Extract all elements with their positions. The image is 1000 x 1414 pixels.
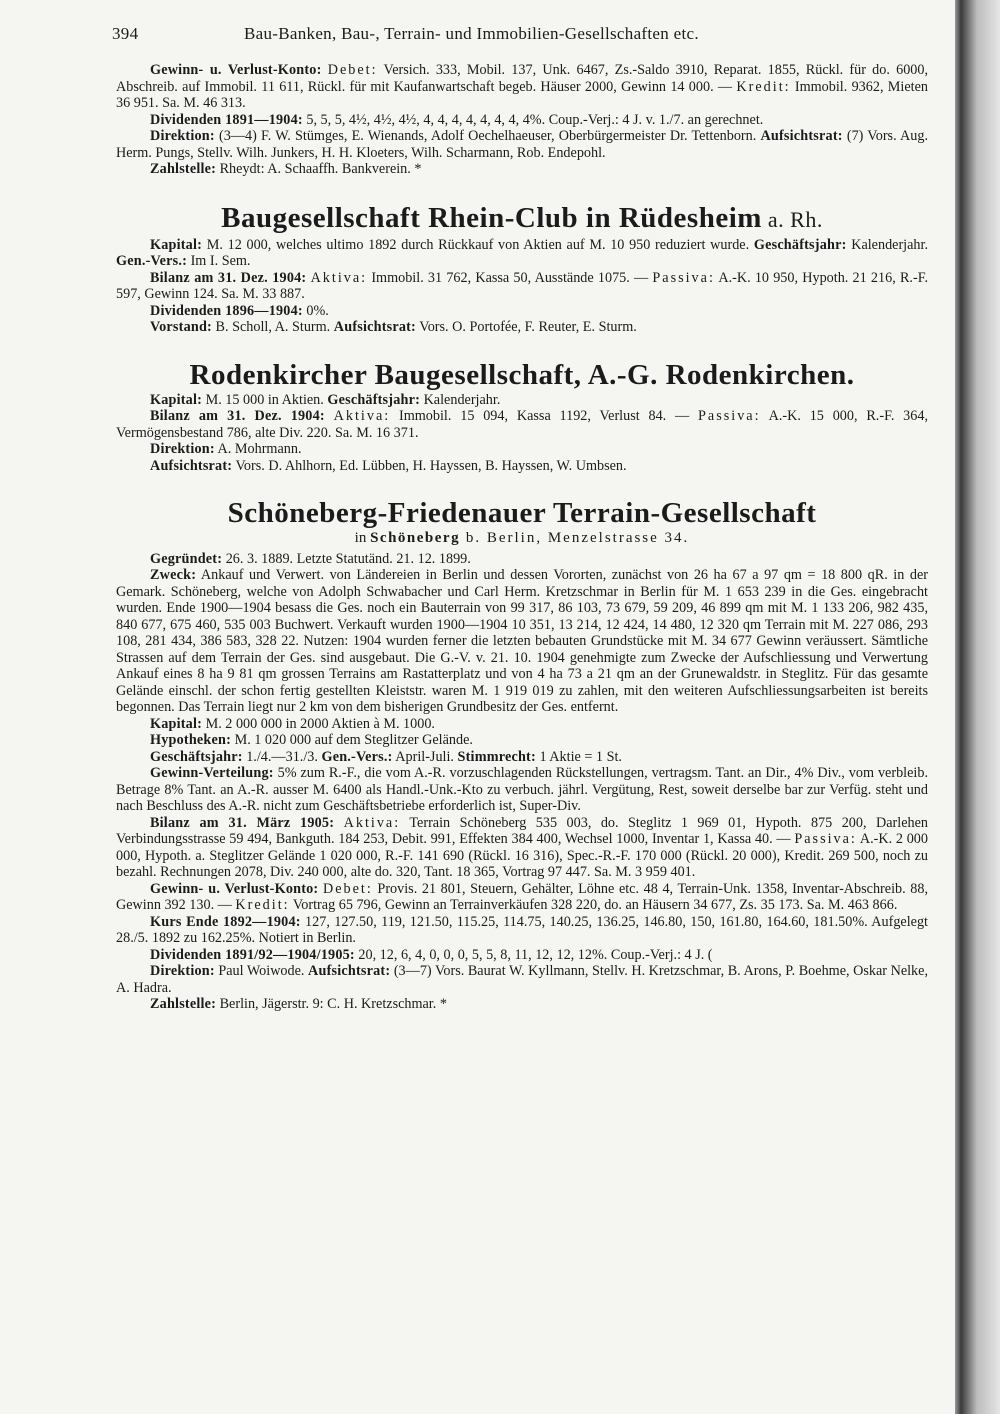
geschaeftsjahr-label: Geschäftsjahr: — [327, 391, 421, 408]
aktiva-label: Aktiva: — [310, 269, 368, 286]
gen-vers-label: Gen.-Vers.: — [321, 748, 393, 765]
capital-paragraph: Kapital: M. 12 000, welches ultimo 1892 durch Rückkauf von Aktien auf M. 10 950 reduziert wurde. Geschäftsjahr: Kalenderjahr. Gen.-Vers.: Im I. Sem. — [116, 236, 929, 269]
zweck-label: Zweck: — [150, 567, 197, 583]
paying-agent-paragraph: Zahlstelle: Rheydt: A. Schaaffh. Bankverein. * — [150, 161, 422, 177]
entry-title: Schöneberg-Friedenauer Terrain-Gesellschaft — [227, 497, 817, 529]
kredit-label: Kredit: — [736, 78, 791, 95]
kurs-label: Kurs Ende 1892—1904: — [150, 913, 301, 930]
aufsichtsrat-label: Aufsichtsrat: — [760, 128, 843, 144]
passiva-label: Passiva: — [652, 269, 715, 286]
dividends-label: Dividenden 1891/92—1904/1905: — [150, 946, 355, 963]
bilanz-label: Bilanz am 31. März 1905: — [150, 814, 335, 831]
gen-vers-label: Gen.-Vers.: — [116, 253, 188, 269]
entry-rhein-club — [116, 201, 928, 336]
geschaeftsjahr-label: Geschäftsjahr: — [150, 748, 243, 765]
location-name: Schöneberg — [370, 530, 461, 546]
profit-loss-label: Gewinn- u. Verlust-Konto: — [150, 62, 322, 78]
page-content — [116, 62, 928, 1013]
direktion-label: Direktion: — [150, 441, 215, 457]
passiva-label: Passiva: — [794, 831, 857, 847]
profit-loss-label: Gewinn- u. Verlust-Konto: — [150, 880, 319, 897]
profit-loss-paragraph: Gewinn- u. Verlust-Konto: Debet: Versich. 333, Mobil. 137, Unk. 6467, Zs.-Saldo 3910, Reparat. 1855, Rückl. für do. 6000, Abschreib. auf Immobil. 11 611, Rückl. für mit Kaufanwartschaft begeb. Häuser 2000, Gewinn 14 000. — Kredit: Immobil. 9362, Mieten 36 951. Sa. M. 46 313. — [116, 62, 929, 111]
hypotheken-label: Hypotheken: — [150, 732, 232, 748]
entry-rodenkircher — [116, 358, 928, 475]
mortgages-paragraph: Hypotheken: M. 1 020 000 auf dem Steglitzer Gelände. — [150, 732, 473, 748]
debet-label: Debet: — [322, 880, 373, 897]
entry-continued — [116, 62, 928, 178]
dividends-paragraph: Dividenden 1896—1904: 0%. — [150, 302, 329, 319]
paying-agent-paragraph: Zahlstelle: Berlin, Jägerstr. 9: C. H. Kretzschmar. * — [150, 996, 447, 1012]
gewinn-verteilung-label: Gewinn-Verteilung: — [150, 765, 274, 781]
founded-paragraph: Gegründet: 26. 3. 1889. Letzte Statutänd. 21. 12. 1899. — [150, 550, 471, 567]
bilanz-label: Bilanz am 31. Dez. 1904: — [150, 269, 307, 286]
purpose-paragraph: Zweck: Ankauf und Verwert. von Ländereien in Berlin und dessen Vororten, zunächst von 26 ha 67 a 97 qm = 18 800 qR. in der Gemark. Schöneberg, welche von Adolph Schwabacher und Carl Herm. Kretzschmar in Berlin für M. 1 653 239 in die Ges. eingebracht wurden. Ende 1900—1904 besass die Ges. noch ein Bauterrain von 99 317, 86 103, 73 679, 59 209, 46 899 qm mit M. 1 133 206, 982 435, 840 677, 675 460, 535 003 Buchwert. Verkauft wurden 1900—1904 10 351, 13 214, 12 424, 14 480, 12 320 qm Terrain mit M. 227 086, 293 108, 281 434, 386 583, 328 22. Nutzen: 1904 wurden ferner die letzten bebauten Grundstücke mit M. 34 677 Gewinn veräussert. Sämtliche Strassen auf dem Terrain der Ges. sind ausgebaut. Die G.-V. v. 21. 10. 1904 genehmigte zum Zwecke der Aufschliessung und Verwertung Ankauf eines 8 ha 9 81 qm grossen Terrains am Rastatterplatz und von 4 ha 73 a 21 qm an der Grunewaldstr. in Steglitz. Für das gesamte Gelände einschl. der schon fertig gestellten Kleiststr. waren M. 1 919 019 zu zahlen, mit den weiteren Aufschliessungsarbeiten ist bereits begonnen. Das Terrain liegt nur 2 km von dem bisherigen Grundbesitz der Ges. entfernt. — [116, 567, 928, 715]
dividends-paragraph: Dividenden 1891—1904: 5, 5, 5, 4½, 4½, 4½, 4, 4, 4, 4, 4, 4, 4, 4%. Coup.-Verj.: 4 J. v. 1./7. an gerechnet. — [150, 111, 764, 128]
aktiva-label: Aktiva: — [343, 814, 401, 831]
board-paragraph: Vorstand: B. Scholl, A. Sturm. Aufsichtsrat: Vors. O. Portofée, F. Reuter, E. Sturm. — [150, 319, 637, 335]
dividends-label: Dividenden 1891—1904: — [150, 111, 303, 128]
capital-paragraph: Kapital: M. 2 000 000 in 2000 Aktien à M. 1000. — [150, 715, 435, 732]
kapital-label: Kapital: — [150, 391, 203, 408]
debet-label: Debet: — [327, 62, 378, 78]
direktion-label: Direktion: — [150, 128, 215, 144]
vorstand-label: Vorstand: — [150, 319, 212, 335]
board-paragraph: Direktion: (3—4) F. W. Stümges, E. Wienands, Adolf Oechelhaeuser, Oberbürgermeister Dr. Tettenborn. Aufsichtsrat: (7) Vors. Aug. Herm. Pungs, Stellv. Wilh. Junkers, H. H. Kloeters, Wilh. Scharmann, Rob. Endepohl. — [116, 128, 928, 161]
share-price-paragraph: Kurs Ende 1892—1904: 127, 127.50, 119, 121.50, 115.25, 114.75, 140.25, 136.25, 146.80, 150, 161.80, 164.60, 181.50%. Aufgelegt 28./5. 1892 zu 162.25%. Notiert in Berlin. — [116, 913, 928, 946]
zahlstelle-label: Zahlstelle: — [150, 996, 217, 1012]
kredit-label: Kredit: — [235, 897, 290, 913]
direktion-paragraph: Direktion: A. Mohrmann. — [150, 441, 302, 457]
aufsichtsrat-label: Aufsichtsrat: — [150, 457, 233, 474]
entry-title: Rodenkircher Baugesellschaft, A.-G. Rodenkirchen. — [189, 358, 855, 391]
balance-paragraph: Bilanz am 31. März 1905: Aktiva: Terrain Schöneberg 535 003, do. Steglitz 1 969 01, Hypoth. 875 200, Darlehen Verbindungsstrasse 59 494, Bankguth. 184 253, Debit. 991, Effekten 384 400, Wechsel 1000, Inventar 1, Kassa 40. — Passiva: A.-K. 2 000 000, Hypoth. a. Steglitzer Gelände 1 020 000, R.-F. 141 690 (Rückl. 16 316), Spec.-R.-F. 170 000 (Rückl. 20 000), Kredit. 269 500, noch zu bezahl. Rechnungen 2078, Div. 240 000, alte do. 320, Tant. 18 365, Vortrag 97 447. Sa. M. 3 959 401. — [116, 814, 928, 880]
balance-paragraph: Bilanz am 31. Dez. 1904: Aktiva: Immobil. 31 762, Kassa 50, Ausstände 1075. — Passiva: A.-K. 10 950, Hypoth. 21 216, R.-F. 597, Gewinn 124. Sa. M. 33 887. — [116, 269, 928, 302]
kapital-label: Kapital: — [150, 715, 203, 732]
fiscal-year-paragraph: Geschäftsjahr: 1./4.—31./3. Gen.-Vers.: April-Juli. Stimmrecht: 1 Aktie = 1 St. — [150, 748, 622, 765]
page-binding-edge — [955, 0, 1000, 1414]
bilanz-label: Bilanz am 31. Dez. 1904: — [150, 408, 325, 424]
profit-distribution-paragraph: Gewinn-Verteilung: 5% zum R.-F., die vom A.-R. vorzuschlagenden Rückstellungen, vertragsm. Tant. an Dir., 4% Div., vom verbleib. Betrage 8% Tant. an A.-R. ausser M. 6400 als Handl.-Unk.-Kto zu verbuch. jährl. Vergütung, Rest, soweit derselbe bar zur Verfüg. steht und nach Beschluss des A.-R. nicht zum Geschäftsbetriebe erforderlich ist, Super-Div. — [116, 765, 928, 814]
aufsichtsrat-paragraph: Aufsichtsrat: Vors. D. Ahlhorn, Ed. Lübben, H. Hayssen, B. Hayssen, W. Umbsen. — [150, 457, 627, 474]
zahlstelle-label: Zahlstelle: — [150, 161, 217, 177]
running-header — [112, 20, 932, 50]
aktiva-label: Aktiva: — [333, 408, 391, 424]
running-title: Bau-Banken, Bau-, Terrain- und Immobilien-Gesellschaften etc. — [244, 24, 699, 43]
board-paragraph: Direktion: Paul Woiwode. Aufsichtsrat: (3—7) Vors. Baurat W. Kyllmann, Stellv. H. Kretzschmar, B. Arons, P. Boehme, Oskar Nelke, A. Hadra. — [116, 963, 928, 996]
aufsichtsrat-label: Aufsichtsrat: — [308, 963, 391, 979]
dividends-paragraph: Dividenden 1891/92—1904/1905: 20, 12, 6, 4, 0, 0, 0, 5, 5, 8, 11, 12, 12, 12%. Coup.-Verj.: 4 J. ( — [150, 946, 713, 963]
aufsichtsrat-label: Aufsichtsrat: — [333, 319, 416, 335]
profit-loss-paragraph: Gewinn- u. Verlust-Konto: Debet: Provis. 21 801, Steuern, Gehälter, Löhne etc. 48 4, Terrain-Unk. 1358, Inventar-Abschreib. 88, Gewinn 392 130. — Kredit: Vortrag 65 796, Gewinn an Terrainverkäufen 328 220, do. an Häusern 34 677, Zs. 35 173. Sa. M. 463 866. — [116, 880, 929, 913]
stimmrecht-label: Stimmrecht: — [457, 748, 536, 765]
kapital-label: Kapital: — [150, 236, 203, 253]
entry-schoeneberg — [116, 496, 928, 1013]
entry-location: in Schöneberg b. Berlin, Menzelstrasse 34. — [354, 530, 690, 546]
capital-paragraph: Kapital: M. 15 000 in Aktien. Geschäftsjahr: Kalenderjahr. — [150, 391, 501, 408]
direktion-label: Direktion: — [150, 963, 215, 979]
gegruendet-label: Gegründet: — [150, 550, 223, 567]
passiva-label: Passiva: — [698, 408, 761, 424]
geschaeftsjahr-label: Geschäftsjahr: — [753, 236, 847, 253]
balance-paragraph: Bilanz am 31. Dez. 1904: Aktiva: Immobil. 15 094, Kassa 1192, Verlust 84. — Passiva: A.-K. 15 000, R.-F. 364, Vermögensbestand 786, alte Div. 220. Sa. M. 16 371. — [116, 408, 929, 441]
dividends-label: Dividenden 1896—1904: — [150, 302, 303, 319]
page-number: 394 — [112, 24, 139, 43]
entry-title: Baugesellschaft Rhein-Club in Rüdesheim a. Rh. — [221, 201, 823, 234]
